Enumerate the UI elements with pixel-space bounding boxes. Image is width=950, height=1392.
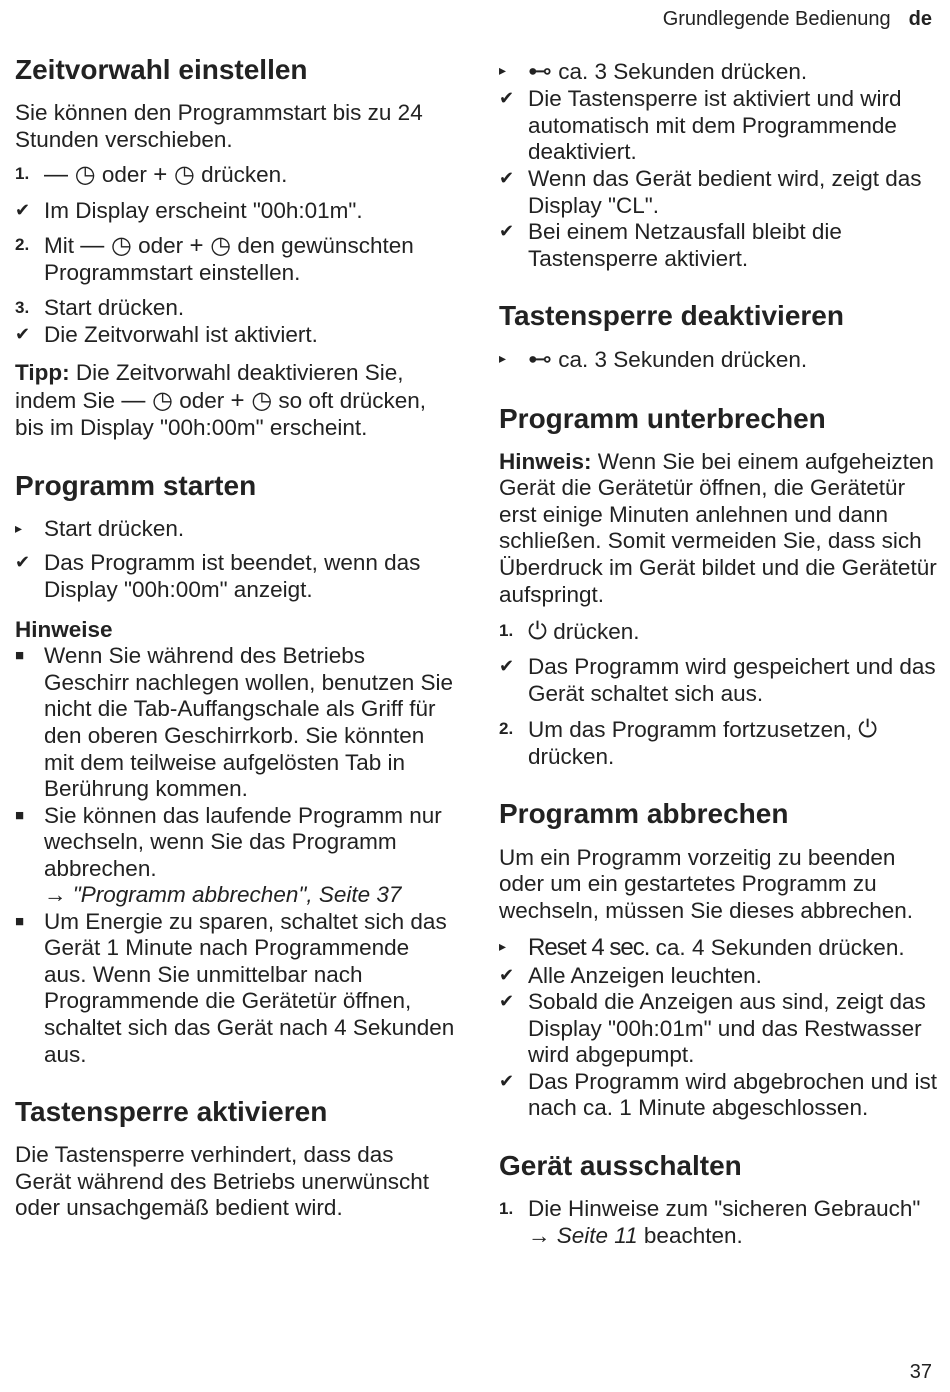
- note-text: Um Energie zu sparen, schaltet sich das Gerät 1 Minute nach Programmende aus. Wenn Sie unmittelbar nach Programmende die Gerätetür öffnen, schaltet sich das Gerät nach 4 Sekunden aus.: [44, 908, 455, 1067]
- action-item: [499, 58, 939, 86]
- minus-clock-icon: — ◷: [80, 232, 132, 260]
- section-zeitvorwahl: [15, 54, 455, 442]
- action-item: [499, 934, 939, 962]
- hinweis-text: Wenn Sie bei einem aufgeheizten Gerät die Gerätetür öffnen, die Gerätetür erst einige Minuten anlehnen und dann schließen. Somit vermeiden Sie, dass sich Überdruck im Gerät bildet und die Gerätetür aufspringt.: [499, 448, 937, 607]
- left-column: [15, 54, 455, 1250]
- action-item: [15, 516, 455, 543]
- minus-clock-icon: — ◷: [121, 386, 173, 414]
- start-button-label: Start: [44, 295, 92, 320]
- result-item: [499, 1069, 939, 1122]
- start-button-label: Start: [44, 515, 92, 541]
- triangle-bullet-icon: ▸: [15, 519, 23, 536]
- result-item: [499, 963, 939, 990]
- intro-tastensperre: Die Tastensperre verhindert, dass das Gerät während des Betriebs unerwünscht oder unsachgemäß bedient wird.: [15, 1142, 429, 1221]
- minus-clock-icon: — ◷: [44, 161, 96, 189]
- checkmark-icon: ✔: [499, 964, 515, 985]
- hinweis-label: Hinweis:: [499, 448, 592, 474]
- square-bullet-icon: ■: [15, 647, 25, 665]
- result-item: [15, 322, 455, 349]
- step-text: oder: [138, 233, 184, 259]
- note-item: [15, 643, 455, 802]
- checkmark-icon: ✔: [15, 552, 31, 573]
- action-text: ca. 4 Sekunden drücken.: [655, 935, 905, 961]
- action-text: ca. 3 Sekunden drücken.: [558, 59, 808, 84]
- section-programm-abbrechen: [499, 798, 939, 1121]
- result-text: Sobald die Anzeigen aus sind, zeigt das Display "00h:01m" und das Restwasser wird abgepumpt.: [528, 989, 926, 1068]
- step-text: Die Hinweise zum "sicheren Gebrauch": [528, 1195, 921, 1221]
- heading-programm-starten: Programm starten: [15, 469, 257, 501]
- result-item: [499, 86, 939, 166]
- running-header: [663, 8, 932, 31]
- section-programm-unterbrechen: [499, 403, 939, 771]
- heading-tastensperre-deaktivieren: Tastensperre deaktivieren: [499, 300, 844, 332]
- heading-tastensperre-aktivieren: Tastensperre aktivieren: [15, 1096, 328, 1128]
- tip-text: Die Zeitvorwahl deaktivieren Sie, indem Sie: [15, 360, 404, 413]
- power-icon: ⏻: [528, 618, 547, 646]
- triangle-bullet-icon: ▸: [499, 938, 507, 955]
- power-icon: ⏻: [858, 715, 878, 743]
- intro-abbrechen: Um ein Programm vorzeitig zu beenden oder um ein gestartetes Programm zu wechseln, müssen Sie dieses abbrechen.: [499, 844, 913, 923]
- section-programm-starten: [15, 470, 455, 1069]
- step-item: [15, 161, 455, 189]
- step-number: 2.: [499, 718, 514, 738]
- step-item: [499, 1196, 939, 1249]
- step-number: 3.: [15, 298, 30, 317]
- triangle-bullet-icon: ▸: [499, 62, 507, 78]
- checkmark-icon: ✔: [499, 1070, 515, 1091]
- checkmark-icon: ✔: [499, 991, 515, 1012]
- tip-text: oder: [179, 387, 225, 413]
- result-text: Die Zeitvorwahl ist aktiviert.: [44, 321, 318, 347]
- result-text: Die Tastensperre ist aktiviert und wird automatisch mit dem Programmende deaktiviert.: [528, 86, 902, 165]
- result-item: [499, 989, 939, 1069]
- result-text: Das Programm wird gespeichert und das Gerät schaltet sich aus.: [528, 654, 936, 706]
- result-item: [499, 654, 939, 707]
- tip-text: so oft drücken, bis im Display "00h:00m" erscheint.: [15, 387, 426, 440]
- step-number: 1.: [499, 1198, 514, 1218]
- checkmark-icon: ✔: [499, 221, 515, 242]
- plus-clock-icon: + ◷: [153, 161, 195, 189]
- step-item: [499, 716, 939, 771]
- step-text: Um das Programm fortzusetzen,: [528, 716, 852, 742]
- result-text: Im Display erscheint "00h:01m".: [44, 197, 363, 223]
- action-text: drücken.: [97, 515, 185, 541]
- step-text: drücken.: [528, 743, 615, 769]
- heading-zeitvorwahl: Zeitvorwahl einstellen: [15, 54, 308, 85]
- hinweis-paragraph: [499, 449, 939, 608]
- result-text: Das Programm ist beendet, wenn das Display "00h:00m" anzeigt.: [44, 550, 421, 602]
- note-item: [15, 909, 455, 1068]
- step-text: drücken.: [201, 162, 288, 188]
- tip-paragraph: [15, 360, 455, 441]
- heading-programm-abbrechen: Programm abbrechen: [499, 798, 789, 830]
- page-number: 37: [909, 1361, 932, 1383]
- step-item: [499, 618, 939, 646]
- section-tastensperre-aktivieren: [15, 1096, 455, 1222]
- plus-clock-icon: + ◷: [189, 232, 232, 260]
- result-text: Das Programm wird abgebrochen und ist nach ca. 1 Minute abgeschlossen.: [528, 1068, 937, 1121]
- step-number: 1.: [499, 621, 514, 641]
- intro-zeitvorwahl: Sie können den Programmstart bis zu 24 Stunden verschieben.: [15, 100, 423, 152]
- action-text: ca. 3 Sekunden drücken.: [558, 347, 808, 373]
- section-geraet-ausschalten: [499, 1150, 939, 1249]
- heading-programm-unterbrechen: Programm unterbrechen: [499, 402, 826, 434]
- tip-label: Tipp:: [15, 360, 70, 386]
- step-text: den gewünschten Programmstart einstellen.: [44, 233, 414, 286]
- step-text: drücken.: [553, 619, 640, 645]
- note-text: Sie können das laufende Programm nur wechseln, wenn Sie das Programm abbrechen.: [44, 802, 442, 881]
- key-icon: ⊷: [528, 58, 552, 85]
- step-text: drücken.: [97, 295, 185, 320]
- square-bullet-icon: ■: [15, 806, 25, 824]
- square-bullet-icon: ■: [15, 912, 25, 930]
- triangle-bullet-icon: ▸: [499, 350, 507, 367]
- section-tastensperre-aktivieren-steps: [499, 58, 939, 272]
- result-text: Wenn das Gerät bedient wird, zeigt das Display "CL".: [528, 165, 922, 218]
- step-number: 1.: [15, 164, 30, 184]
- section-tastensperre-deaktivieren: [499, 300, 939, 375]
- step-text: Mit: [44, 233, 74, 259]
- checkmark-icon: ✔: [499, 167, 515, 188]
- note-item: [15, 803, 455, 909]
- result-item: [499, 219, 939, 272]
- right-column: [499, 58, 939, 1277]
- result-item: [15, 198, 455, 225]
- checkmark-icon: ✔: [499, 88, 515, 109]
- result-item: [499, 166, 939, 219]
- cross-reference-link[interactable]: → Seite 11: [528, 1222, 638, 1248]
- result-item: [15, 550, 455, 603]
- checkmark-icon: ✔: [499, 656, 515, 677]
- step-number: 2.: [15, 235, 30, 255]
- checkmark-icon: ✔: [15, 323, 31, 344]
- header-section-title: Grundlegende Bedienung: [662, 8, 891, 30]
- note-text: Wenn Sie während des Betriebs Geschirr nachlegen wollen, benutzen Sie nicht die Tab-Auffangschale als Griff für den oberen Geschirrkorb. Sie könnten mit dem teilweise aufgelösten Tab in Berührung kommen.: [44, 643, 453, 802]
- result-text: Alle Anzeigen leuchten.: [528, 962, 762, 988]
- hinweise-label: Hinweise: [15, 617, 113, 643]
- reset-button-label: Reset 4 sec.: [528, 934, 650, 962]
- checkmark-icon: ✔: [15, 199, 31, 220]
- step-text: oder: [101, 162, 147, 188]
- plus-clock-icon: + ◷: [230, 386, 273, 414]
- key-icon: ⊷: [528, 346, 552, 374]
- heading-geraet-ausschalten: Gerät ausschalten: [499, 1149, 742, 1181]
- action-item: [499, 346, 939, 374]
- step-text: beachten.: [643, 1222, 743, 1248]
- cross-reference-link[interactable]: → "Programm abbrechen", Seite 37: [44, 882, 402, 908]
- step-item: [15, 232, 455, 287]
- result-text: Bei einem Netzausfall bleibt die Tastensperre aktiviert.: [528, 219, 842, 271]
- header-language: de: [908, 8, 932, 30]
- step-item: [15, 295, 455, 322]
